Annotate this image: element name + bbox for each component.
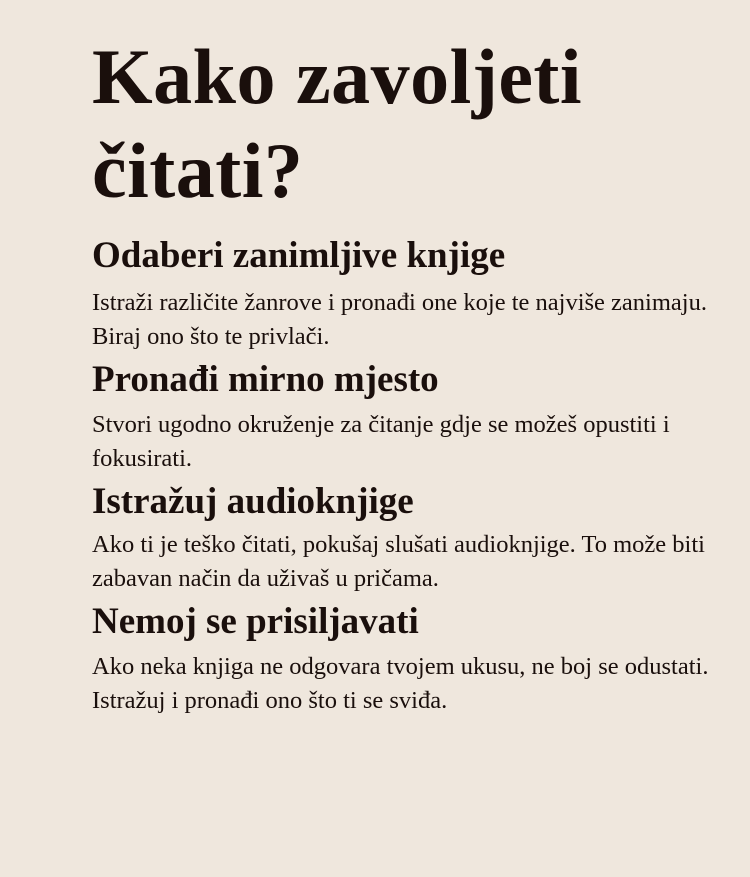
section-choose-books xyxy=(92,234,710,354)
section-body: Istraži različite žanrove i pronađi one koje te najviše zanimaju. Biraj ono što te privlači. xyxy=(92,289,707,350)
section-body: Ako neka knjiga ne odgovara tvojem ukusu, ne boj se odustati. Istražuj i pronađi ono što ti se sviđa. xyxy=(92,653,709,714)
section-audiobooks xyxy=(92,480,710,596)
page-title-line-2: čitati? xyxy=(92,127,304,214)
section-quiet-place xyxy=(92,358,710,476)
section-dont-force xyxy=(92,600,710,718)
page-title-line-1: Kako zavoljeti xyxy=(92,33,583,120)
section-heading: Nemoj se prisiljavati xyxy=(92,601,419,642)
section-heading: Pronađi mirno mjesto xyxy=(92,359,439,400)
section-heading: Odaberi zanimljive knjige xyxy=(92,235,506,276)
section-body: Ako ti je teško čitati, pokušaj slušati audioknjige. To može biti zabavan način da uživaš u pričama. xyxy=(92,531,705,592)
page-title xyxy=(92,30,710,218)
section-body: Stvori ugodno okruženje za čitanje gdje se možeš opustiti i fokusirati. xyxy=(92,411,670,472)
section-heading: Istražuj audioknjige xyxy=(92,481,414,522)
